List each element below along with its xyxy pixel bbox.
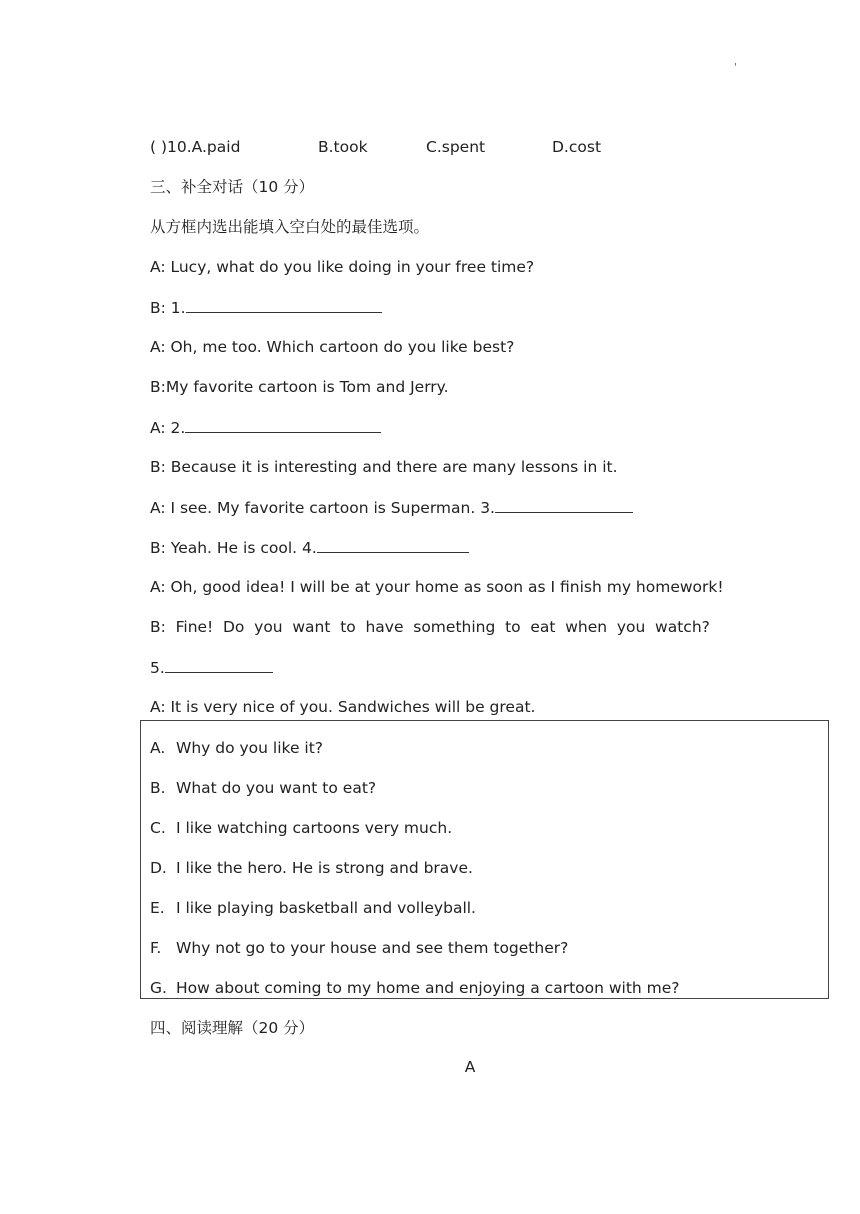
dialogue-line-4: B:My favorite cartoon is Tom and Jerry.	[150, 378, 449, 396]
answer-blank-4[interactable]	[317, 536, 469, 553]
dialogue-line-2	[150, 296, 382, 319]
dialogue-line-9: A: Oh, good idea! I will be at your home as soon as I finish my homework!	[150, 578, 724, 596]
box-option-c	[150, 817, 452, 839]
dialogue-word: want	[292, 618, 331, 636]
q10-option-a: A.paid	[191, 138, 241, 156]
dialogue-line-11-text: 5.	[150, 659, 165, 677]
q10-option-c: C.spent	[426, 138, 486, 156]
option-letter: G.	[150, 979, 167, 997]
dialogue-line-8-text: B: Yeah. He is cool. 4.	[150, 539, 317, 557]
option-text: Why do you like it?	[176, 739, 324, 757]
box-option-f	[150, 937, 568, 959]
section3-heading: 三、补全对话（10 分）	[150, 178, 315, 196]
dialogue-word: B:	[150, 618, 166, 636]
dialogue-line-8	[150, 536, 469, 559]
dialogue-word: when	[565, 618, 608, 636]
dialogue-word: Fine!	[175, 618, 214, 636]
dialogue-word: to	[340, 618, 356, 636]
dialogue-line-5-text: A: 2.	[150, 419, 186, 437]
corner-mark: '	[734, 62, 737, 73]
box-option-e	[150, 897, 476, 919]
dialogue-word: watch?	[655, 618, 710, 636]
option-text: How about coming to my home and enjoying a cartoon with me?	[176, 979, 680, 997]
option-letter: D.	[150, 859, 167, 877]
box-option-g	[150, 977, 680, 999]
option-letter: B.	[150, 779, 166, 797]
answer-blank-1[interactable]	[186, 296, 382, 313]
dialogue-line-2-text: B: 1.	[150, 299, 186, 317]
dialogue-line-3: A: Oh, me too. Which cartoon do you like best?	[150, 338, 515, 356]
option-text: I like the hero. He is strong and brave.	[176, 859, 473, 877]
option-letter: A.	[150, 739, 166, 757]
dialogue-line-10	[150, 616, 710, 638]
option-letter: F.	[150, 939, 162, 957]
dialogue-word: to	[505, 618, 521, 636]
dialogue-word: you	[254, 618, 283, 636]
q10-number: ( )10.	[150, 138, 192, 156]
option-letter: E.	[150, 899, 165, 917]
dialogue-line-6: B: Because it is interesting and there are many lessons in it.	[150, 458, 618, 476]
section3-instruction: 从方框内选出能填入空白处的最佳选项。	[150, 218, 430, 236]
answer-blank-3[interactable]	[495, 496, 633, 513]
option-text: I like playing basketball and volleyball.	[176, 899, 476, 917]
dialogue-word: have	[365, 618, 404, 636]
section4-heading: 四、阅读理解（20 分）	[150, 1019, 315, 1037]
option-text: What do you want to eat?	[176, 779, 377, 797]
dialogue-word: eat	[530, 618, 556, 636]
passage-label: A	[464, 1058, 476, 1076]
dialogue-line-1: A: Lucy, what do you like doing in your free time?	[150, 258, 535, 276]
dialogue-line-7-text: A: I see. My favorite cartoon is Superman. 3.	[150, 499, 495, 517]
q10-number-a	[150, 136, 240, 158]
option-text: I like watching cartoons very much.	[176, 819, 453, 837]
dialogue-line-5	[150, 416, 381, 439]
dialogue-word: Do	[223, 618, 245, 636]
dialogue-word: you	[616, 618, 646, 636]
box-option-d	[150, 857, 473, 879]
option-text: Why not go to your house and see them together?	[176, 939, 569, 957]
dialogue-line-11	[150, 656, 273, 679]
answer-blank-2[interactable]	[185, 416, 381, 433]
q10-option-b: B.took	[318, 138, 368, 156]
dialogue-word: something	[413, 618, 496, 636]
answer-blank-5[interactable]	[165, 656, 273, 673]
dialogue-line-12: A: It is very nice of you. Sandwiches will be great.	[150, 698, 536, 716]
dialogue-line-7	[150, 496, 633, 519]
option-letter: C.	[150, 819, 166, 837]
box-option-a	[150, 737, 323, 759]
q10-option-d: D.cost	[552, 138, 602, 156]
box-option-b	[150, 777, 376, 799]
